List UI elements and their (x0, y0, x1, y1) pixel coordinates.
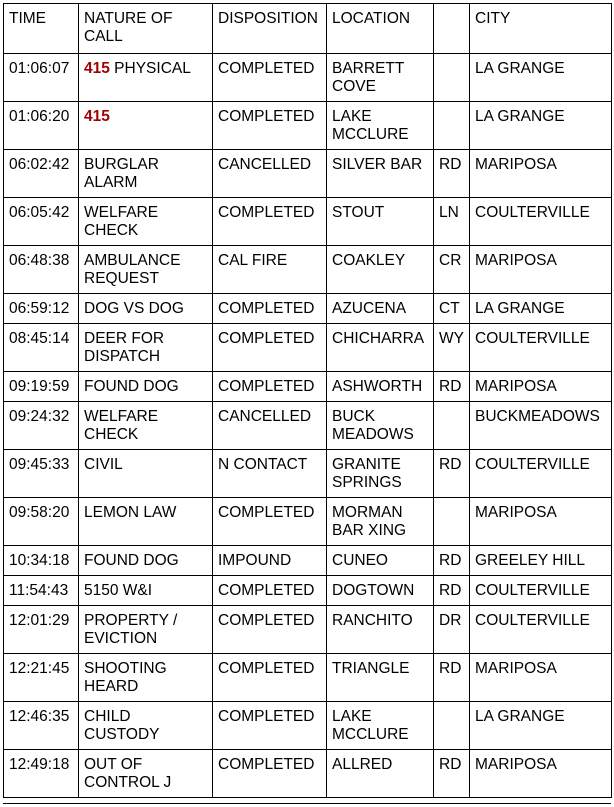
call-code: 415 (84, 60, 110, 77)
nature-text: CIVIL (84, 456, 123, 473)
header-nature: NATURE OF CALL (79, 4, 213, 54)
cell-location: MORMAN BAR XING (327, 498, 434, 546)
table-row (4, 150, 612, 198)
nature-text: WELFARE CHECK (84, 204, 159, 239)
nature-text: CHILD CUSTODY (84, 708, 160, 743)
table-row (4, 324, 612, 372)
cell-disposition: COMPLETED (213, 324, 327, 372)
cell-time: 01:06:07 (4, 54, 79, 102)
cell-location: BUCK MEADOWS (327, 402, 434, 450)
cell-time: 10:34:18 (4, 546, 79, 576)
cell-suffix: RD (434, 750, 470, 798)
nature-text: SHOOTING HEARD (84, 660, 167, 695)
cell-disposition: COMPLETED (213, 654, 327, 702)
cell-location: AZUCENA (327, 294, 434, 324)
table-row (4, 372, 612, 402)
cell-nature (79, 150, 213, 198)
cell-disposition: CANCELLED (213, 402, 327, 450)
cell-time: 09:58:20 (4, 498, 79, 546)
header-disposition: DISPOSITION (213, 4, 327, 54)
cell-city: MARIPOSA (470, 246, 612, 294)
cell-time: 01:06:20 (4, 102, 79, 150)
cell-city: BUCKMEADOWS (470, 402, 612, 450)
cell-nature (79, 324, 213, 372)
cell-suffix: RD (434, 450, 470, 498)
cell-location: ASHWORTH (327, 372, 434, 402)
table-row (4, 606, 612, 654)
cell-city: GREELEY HILL (470, 546, 612, 576)
cell-time: 09:45:33 (4, 450, 79, 498)
nature-text: WELFARE CHECK (84, 408, 159, 443)
cell-suffix: RD (434, 576, 470, 606)
nature-text: OUT OF CONTROL J (84, 756, 172, 791)
cell-time: 06:59:12 (4, 294, 79, 324)
cell-time: 12:46:35 (4, 702, 79, 750)
cell-suffix: RD (434, 546, 470, 576)
cell-suffix: RD (434, 150, 470, 198)
cell-city: LA GRANGE (470, 54, 612, 102)
cell-suffix: RD (434, 372, 470, 402)
table-row (4, 450, 612, 498)
nature-text: PROPERTY / EVICTION (84, 612, 178, 647)
cell-city: LA GRANGE (470, 702, 612, 750)
cell-suffix: LN (434, 198, 470, 246)
cell-location: GRANITE SPRINGS (327, 450, 434, 498)
table-row (4, 198, 612, 246)
cell-suffix: CR (434, 246, 470, 294)
cell-time: 12:49:18 (4, 750, 79, 798)
cell-suffix: DR (434, 606, 470, 654)
cell-city: LA GRANGE (470, 102, 612, 150)
call-log-table (3, 3, 612, 798)
cell-location: STOUT (327, 198, 434, 246)
cell-city: COULTERVILLE (470, 198, 612, 246)
cell-location: CUNEO (327, 546, 434, 576)
cell-location: BARRETT COVE (327, 54, 434, 102)
cell-suffix: WY (434, 324, 470, 372)
cell-disposition: IMPOUND (213, 546, 327, 576)
cell-location: LAKE MCCLURE (327, 702, 434, 750)
cell-disposition: COMPLETED (213, 606, 327, 654)
cell-nature (79, 606, 213, 654)
cell-nature (79, 246, 213, 294)
table-row (4, 546, 612, 576)
nature-text: AMBULANCE REQUEST (84, 252, 181, 287)
cell-city: LA GRANGE (470, 294, 612, 324)
cell-location: COAKLEY (327, 246, 434, 294)
table-row (4, 498, 612, 546)
table-row (4, 750, 612, 798)
cell-nature (79, 54, 213, 102)
cell-nature (79, 576, 213, 606)
table-row (4, 654, 612, 702)
cell-disposition: COMPLETED (213, 102, 327, 150)
header-location: LOCATION (327, 4, 434, 54)
cell-city: MARIPOSA (470, 750, 612, 798)
nature-text: FOUND DOG (84, 378, 179, 395)
cell-time: 06:02:42 (4, 150, 79, 198)
cell-time: 08:45:14 (4, 324, 79, 372)
table-row (4, 702, 612, 750)
table-row (4, 402, 612, 450)
cell-disposition: COMPLETED (213, 498, 327, 546)
cell-time: 06:05:42 (4, 198, 79, 246)
call-log-body (4, 54, 612, 798)
cell-suffix (434, 498, 470, 546)
cell-suffix: RD (434, 654, 470, 702)
cell-nature (79, 198, 213, 246)
header-city: CITY (470, 4, 612, 54)
cell-city: COULTERVILLE (470, 324, 612, 372)
cell-disposition: CANCELLED (213, 150, 327, 198)
cell-time: 12:01:29 (4, 606, 79, 654)
cell-nature (79, 498, 213, 546)
cell-location: ALLRED (327, 750, 434, 798)
cell-disposition: COMPLETED (213, 372, 327, 402)
cell-time: 11:54:43 (4, 576, 79, 606)
nature-text: DOG VS DOG (84, 300, 184, 317)
call-code: 415 (84, 108, 110, 125)
cell-disposition: COMPLETED (213, 198, 327, 246)
header-suffix (434, 4, 470, 54)
cell-time: 09:24:32 (4, 402, 79, 450)
header-row (4, 4, 612, 54)
cell-time: 06:48:38 (4, 246, 79, 294)
cell-disposition: COMPLETED (213, 294, 327, 324)
cell-city: COULTERVILLE (470, 576, 612, 606)
bottom-rule (3, 803, 611, 804)
cell-location: SILVER BAR (327, 150, 434, 198)
nature-text: LEMON LAW (84, 504, 177, 521)
cell-suffix: CT (434, 294, 470, 324)
cell-time: 12:21:45 (4, 654, 79, 702)
nature-text: DEER FOR DISPATCH (84, 330, 165, 365)
nature-text: FOUND DOG (84, 552, 179, 569)
cell-disposition: COMPLETED (213, 54, 327, 102)
cell-city: MARIPOSA (470, 372, 612, 402)
cell-nature (79, 702, 213, 750)
nature-text: PHYSICAL (109, 60, 191, 77)
cell-disposition: COMPLETED (213, 576, 327, 606)
cell-nature (79, 750, 213, 798)
cell-nature (79, 450, 213, 498)
cell-disposition: N CONTACT (213, 450, 327, 498)
cell-suffix (434, 102, 470, 150)
cell-nature (79, 372, 213, 402)
cell-nature (79, 294, 213, 324)
cell-location: DOGTOWN (327, 576, 434, 606)
cell-city: COULTERVILLE (470, 606, 612, 654)
cell-location: LAKE MCCLURE (327, 102, 434, 150)
cell-suffix (434, 54, 470, 102)
cell-location: TRIANGLE (327, 654, 434, 702)
header-time: TIME (4, 4, 79, 54)
cell-city: COULTERVILLE (470, 450, 612, 498)
table-row (4, 294, 612, 324)
cell-location: RANCHITO (327, 606, 434, 654)
cell-nature (79, 102, 213, 150)
table-row (4, 54, 612, 102)
cell-time: 09:19:59 (4, 372, 79, 402)
nature-text: 5150 W&I (84, 582, 153, 599)
cell-city: MARIPOSA (470, 654, 612, 702)
cell-nature (79, 654, 213, 702)
cell-city: MARIPOSA (470, 498, 612, 546)
cell-disposition: COMPLETED (213, 750, 327, 798)
cell-nature (79, 402, 213, 450)
table-row (4, 246, 612, 294)
cell-city: MARIPOSA (470, 150, 612, 198)
nature-text: BURGLAR ALARM (84, 156, 159, 191)
cell-suffix (434, 702, 470, 750)
table-row (4, 576, 612, 606)
cell-disposition: CAL FIRE (213, 246, 327, 294)
cell-disposition: COMPLETED (213, 702, 327, 750)
table-row (4, 102, 612, 150)
cell-suffix (434, 402, 470, 450)
cell-location: CHICHARRA (327, 324, 434, 372)
cell-nature (79, 546, 213, 576)
